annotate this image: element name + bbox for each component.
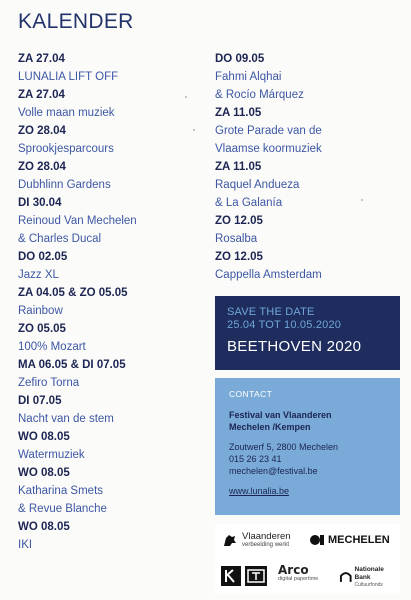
nationale-bank-logo xyxy=(339,566,400,588)
event-date: ZA 11.05 xyxy=(215,107,262,119)
event-title: IKI xyxy=(18,539,33,551)
calendar-event xyxy=(18,518,208,554)
calendar-event xyxy=(215,212,405,248)
calendar-event xyxy=(18,248,208,284)
event-title: Nacht van de stem xyxy=(18,413,114,425)
calendar-event xyxy=(215,50,405,104)
calendar-column-right xyxy=(215,50,405,284)
event-date: WO 08.05 xyxy=(18,431,70,443)
vlaanderen-name: Vlaanderen xyxy=(242,531,291,542)
event-title: Fahmi Alqhai xyxy=(215,71,282,83)
calendar-event xyxy=(18,320,208,356)
contact-website-link[interactable]: www.lunalia.be xyxy=(229,486,290,496)
calendar-event xyxy=(18,428,208,464)
event-date: DI 30.04 xyxy=(18,197,62,209)
contact-org-line1: Festival van Vlaanderen xyxy=(229,410,332,420)
event-date: WO 08.05 xyxy=(18,521,70,533)
event-date: ZA 27.04 xyxy=(18,53,65,65)
event-date: DI 07.05 xyxy=(18,395,62,407)
calendar-event xyxy=(18,284,208,320)
event-title: Vlaamse koormuziek xyxy=(215,143,322,155)
event-title: & Rocío Márquez xyxy=(215,89,304,101)
calendar-event xyxy=(18,194,208,248)
calendar-event xyxy=(18,464,208,518)
arco-tagline: digital papertime xyxy=(278,576,319,582)
event-title: Katharina Smets xyxy=(18,485,104,497)
event-title: Grote Parade van de xyxy=(215,125,322,137)
calendar-event xyxy=(18,356,208,392)
mechelen-name: MECHELEN xyxy=(328,534,390,546)
event-date: ZO 28.04 xyxy=(18,161,66,173)
vlaanderen-tagline: verbeelding werkt xyxy=(242,542,290,548)
page-title: KALENDER xyxy=(18,10,134,33)
event-date: WO 08.05 xyxy=(18,467,70,479)
event-title: Volle maan muziek xyxy=(18,107,115,119)
nationale-bank-name: Nationale Bank xyxy=(354,566,384,581)
event-title: Jazz XL xyxy=(18,269,59,281)
save-the-date-label: SAVE THE DATE xyxy=(227,306,315,318)
event-title: & La Galanía xyxy=(215,197,283,209)
contact-org-line2: Mechelen /Kempen xyxy=(229,422,311,432)
calendar-event xyxy=(18,86,208,122)
event-date: ZO 12.05 xyxy=(215,215,263,227)
contact-label: CONTACT xyxy=(229,389,273,399)
event-title: Raquel Andueza xyxy=(215,179,300,191)
mechelen-mark-icon xyxy=(309,534,325,546)
calendar-event xyxy=(18,122,208,158)
event-date: ZA 27.04 xyxy=(18,89,65,101)
event-date: ZO 05.05 xyxy=(18,323,66,335)
calendar-event xyxy=(18,392,208,428)
event-date: DO 02.05 xyxy=(18,251,68,263)
mechelen-logo xyxy=(309,534,390,546)
vlaanderen-logo xyxy=(221,532,291,549)
event-title: Reinoud Van Mechelen xyxy=(18,215,137,227)
calendar-event xyxy=(215,158,405,212)
event-date: MA 06.05 & DI 07.05 xyxy=(18,359,126,371)
calendar-event xyxy=(215,248,405,284)
klara-icon xyxy=(221,566,241,586)
event-title: Rosalba xyxy=(215,233,258,245)
speck-decoration xyxy=(361,199,363,201)
klara-logo xyxy=(221,566,241,586)
event-title: Rainbow xyxy=(18,305,63,317)
tv-icon xyxy=(245,566,267,586)
nationale-bank-icon xyxy=(339,570,353,584)
event-title: Watermuziek xyxy=(18,449,85,461)
event-title: & Revue Blanche xyxy=(18,503,107,515)
calendar-event xyxy=(215,104,405,158)
save-the-date-box xyxy=(215,296,400,370)
event-date: ZO 12.05 xyxy=(215,251,263,263)
calendar-event xyxy=(18,158,208,194)
speck-decoration xyxy=(193,129,195,131)
save-the-date-headline: BEETHOVEN 2020 xyxy=(227,338,362,355)
arco-name: Arco xyxy=(278,563,309,577)
event-date: ZA 04.05 & ZO 05.05 xyxy=(18,287,128,299)
calendar-event xyxy=(18,50,208,86)
speck-decoration xyxy=(185,96,187,98)
event-title: Sprookjesparcours xyxy=(18,143,114,155)
event-date: ZO 28.04 xyxy=(18,125,66,137)
sponsor-logos xyxy=(215,524,400,594)
save-the-date-range: 25.04 TOT 10.05.2020 xyxy=(227,319,342,331)
event-title: LUNALIA LIFT OFF xyxy=(18,71,119,83)
contact-email: mechelen@festival.be xyxy=(229,466,318,476)
contact-box xyxy=(215,378,400,515)
event-title: Zefiro Torna xyxy=(18,377,80,389)
calendar-column-left xyxy=(18,50,208,554)
contact-address: Zoutwerf 5, 2800 Mechelen xyxy=(229,442,339,452)
arco-logo xyxy=(278,564,318,583)
event-title: Cappella Amsterdam xyxy=(215,269,322,281)
tv-channel-logo xyxy=(245,566,267,586)
contact-phone: 015 26 23 41 xyxy=(229,454,282,464)
event-title: & Charles Ducal xyxy=(18,233,102,245)
event-date: DO 09.05 xyxy=(215,53,265,65)
event-title: 100% Mozart xyxy=(18,341,86,353)
nationale-bank-tagline: Cultuurfonds xyxy=(354,582,383,588)
event-title: Dubhlinn Gardens xyxy=(18,179,111,191)
event-date: ZA 11.05 xyxy=(215,161,262,173)
vlaanderen-lion-icon xyxy=(221,533,239,549)
